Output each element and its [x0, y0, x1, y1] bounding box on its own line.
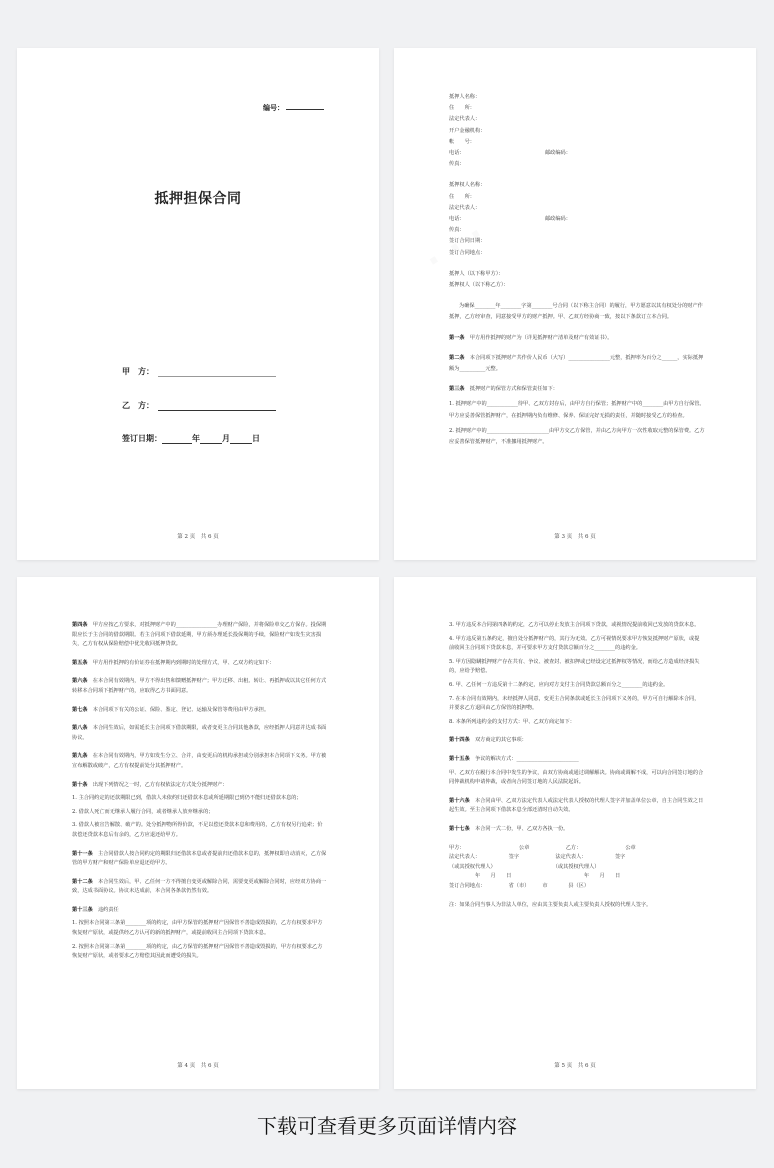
contract-number-field	[263, 103, 324, 113]
page-footer: 第 5 页 共 6 页	[554, 1063, 596, 1069]
day-blank	[230, 435, 252, 444]
info-line: 抵押人（以下称甲方）：	[449, 270, 504, 277]
clause-item: 4. 甲方违反第五条约定，擅自处分抵押财产的，其行为无效。乙方可视情况要求甲方恢复抵押财产原状，或提前收回主合同项下贷款本息，并可要求甲方支付贷款总额百分之________的违约金。	[449, 635, 700, 652]
info-line: 抵押权人名称：	[449, 182, 486, 189]
signature-line: 甲方： 公章 乙方： 公章	[449, 844, 636, 851]
party-a-row	[122, 366, 276, 377]
clause-paragraph: 第十七条 本合同一式二份，甲、乙双方各执一份。	[449, 825, 569, 832]
clause-paragraph: 为确保________年________字第________号合同（以下称主合同）的履行，甲方愿意以其有权处分的财产作抵押，乙方经审查，同意接受甲方的财产抵押。甲、乙双方经协商一致，按以下条款订立本合同。	[449, 303, 703, 321]
clause-item: 6. 甲、乙任何一方违反第十二条约定，应向对方支付主合同贷款总额百分之________的违约金。	[449, 681, 669, 688]
signature-block	[449, 844, 704, 892]
clause-item: 1. 主合同约定的还款期限已到，借款人未依约归还借款本息或所延期限已到仍不能归还借款本息的；	[72, 795, 302, 802]
clause-paragraph: 第十五条 争议的解决方式：________________________	[449, 755, 579, 762]
clause-paragraph: 第九条 在本合同有效期内，甲方如发生分立、合并，由变更后的机构承担或分别承担本合同项下义务。甲方被宣布解散或破产，乙方有权提前处分其抵押财产。	[72, 753, 327, 769]
info-line: 法定代表人：	[449, 116, 481, 123]
clause-item: 7. 在本合同有效期内，未经抵押人同意，变更主合同条款或延长主合同项下义务的，甲方可自行解除本合同，并要求乙方退回由乙方保管的抵押物。	[449, 695, 700, 712]
page-footer: 第 4 页 共 6 页	[177, 1063, 219, 1069]
month-label: 月	[222, 434, 230, 443]
info-line: 抵押权人（以下称乙方）：	[449, 282, 509, 289]
party-info-block	[449, 92, 706, 291]
contract-cover-page	[17, 48, 379, 560]
contract-page-5	[394, 577, 756, 1089]
year-label: 年	[192, 434, 200, 443]
clause-item: 2. 按照本合同第三条第________项的约定，由乙方保管的抵押财产因保管不善造成毁损的，甲方有权要求乙方恢复财产原状，或者要求乙方赔偿其因此而遭受的损失。	[72, 943, 323, 960]
page-body	[449, 92, 706, 452]
info-line: 法定代表人：	[449, 204, 481, 211]
party-b-label: 乙 方：	[122, 401, 154, 410]
clause-paragraph: 第七条 本合同项下有关的公证、保险、鉴定、登记、运输及保管等费用由甲方承担。	[72, 706, 270, 713]
clause-item: 1. 按照本合同第三条第________项的约定，由甲方保管的抵押财产因保管不善造成毁损的，乙方有权要求甲方恢复财产原状，或提供经乙方认可的新的抵押财产，或提前收回主合同项下贷款本息。	[72, 920, 323, 937]
clause-paragraph: 第十二条 本合同生效后，甲、乙任何一方不得擅自变更或解除合同，需要变更或解除合同时，应经双方协商一致，达成书面协议。协议未达成前，本合同各条款仍然有效。	[72, 878, 327, 895]
info-line: 传真：	[449, 161, 465, 168]
party-a-label: 甲 方：	[122, 367, 154, 376]
clause-item: 5. 甲方因隐瞒抵押财产存在共有、争议、被查封、被扣押或已经设定过抵押权等情况，而给乙方造成经济损失的，应给予赔偿。	[449, 658, 700, 675]
download-prompt-caption: 下载可查看更多页面详情内容	[257, 1114, 517, 1138]
signature-line: （或其授权代理人） （或其授权代理人）	[449, 863, 600, 870]
party-a-blank	[158, 368, 276, 377]
sign-date-row	[122, 433, 260, 444]
clause-paragraph: 2. 抵押财产中的________________________由甲方交乙方保管，并由乙方向甲方一次性收取元整的保管费。乙方应妥善保管抵押财产，不准挪用抵押财产。	[449, 427, 705, 446]
clause-paragraph: 第十一条 主合同借款人按合同约定的期限归还借款本息或者提前归还借款本息的，抵押权即自动消灭，乙方保管的甲方财产和财产保险单应退还给甲方。	[72, 850, 327, 867]
info-line: 住 所：	[449, 193, 475, 200]
info-line: 帐 号：	[449, 138, 475, 145]
clause-paragraph: 第一条 甲方用作抵押的财产为（详见抵押财产清单及财产有效证书）。	[449, 334, 613, 341]
page-footer: 第 2 页 共 6 页	[177, 534, 219, 540]
clause-paragraph: 第十四条 双方商定的其它事项：	[449, 737, 527, 744]
year-blank	[162, 435, 192, 444]
info-line: 传真：	[449, 227, 465, 234]
info-line: 电话： 邮政编码：	[449, 150, 571, 157]
clause-paragraph: 1. 抵押财产中的____________待甲、乙双方封存后，由甲方自行保管；抵押财产中的________由甲方自行保管。甲方应妥善保管抵押财产，在抵押期内负有维修、保养、保证完好无损的责任，并随时接受乙方的检查。	[449, 401, 705, 419]
contract-page-4	[17, 577, 379, 1089]
footnote: 注：如果合同当事人为非法人单位，应由其主要负责人或主要负责人授权的代理人签字。	[449, 902, 652, 909]
day-label: 日	[252, 434, 260, 443]
clause-item: 3. 甲方违反本合同第四条的约定，乙方可以停止发放主合同项下贷款，或视情况提前收回已发放的贷款本息。	[449, 622, 700, 628]
clause-item: 2. 借款人死亡而无继承人履行合同，或者继承人放弃继承的；	[72, 808, 214, 815]
party-b-row	[122, 400, 276, 411]
info-line: 开户金融机构：	[449, 127, 486, 134]
clause-paragraph: 甲、乙双方在履行本合同中发生的争议，由双方协商或通过调解解决。协商或调解不成，可以向合同签订地的合同仲裁机构申请仲裁，或者向合同签订地的人民法院起诉。	[449, 769, 704, 786]
clause-paragraph: 第六条 在本合同有效期内，甲方不得出售和馈赠抵押财产；甲方迁移、出租、转让、再抵押或以其它任何方式转移本合同项下抵押财产的，应取得乙方书面同意。	[72, 678, 327, 694]
signature-line: 法定代表人： 签字 法定代表人： 签字	[449, 854, 626, 861]
page-body	[72, 621, 327, 966]
clause-paragraph: 第二条 本合同项下抵押财产共作价人民币（大写）________________元整，抵押率为百分之______，实际抵押额为__________元整。	[449, 354, 704, 373]
clause-item: 8. 本条所列违约金的支付方式：甲、乙双方商定如下：	[449, 718, 575, 725]
page-body	[449, 621, 704, 915]
sign-date-label: 签订日期：	[122, 434, 162, 443]
page-footer: 第 3 页 共 6 页	[554, 534, 596, 540]
clause-paragraph: 第十三条 违约责任	[72, 906, 119, 913]
contract-number-blank	[286, 109, 324, 110]
info-line: 住 所：	[449, 105, 475, 112]
info-line: 抵押人名称：	[449, 94, 481, 100]
clause-paragraph: 第五条 甲方用作抵押的有价证券在抵押期内到期时的处理方式，甲、乙双方约定如下：	[72, 659, 275, 666]
spacer	[449, 259, 706, 269]
clause-paragraph: 第十条 出现下列情况之一时，乙方有权依法定方式处分抵押财产：	[72, 781, 228, 788]
info-line: 电话： 邮政编码：	[449, 216, 571, 223]
clause-paragraph: 第十六条 本合同由甲、乙双方法定代表人或法定代表人授权的代理人签字并加盖单位公章，自主合同生效之日起生效。至主合同项下借款本息全部还清时自动失效。	[449, 797, 704, 814]
signature-line: 签订合同地点： 省（市） 市 县（区）	[449, 882, 590, 889]
info-line: 签订合同地点：	[449, 249, 486, 256]
info-line: 签订合同日期：	[449, 238, 486, 245]
clause-paragraph: 第三条 抵押财产的保管方式和保管责任如下：	[449, 386, 558, 393]
clause-item: 3. 借款人被宣告解散、破产的。处分抵押物所得价款，不足以偿还贷款本息和费用的，乙方有权另行追索；价款偿还贷款本息后有余的，乙方应退还给甲方。	[72, 822, 323, 838]
contract-page-3	[394, 48, 756, 560]
document-title: 抵押担保合同	[154, 191, 242, 207]
clause-paragraph: 第八条 本合同生效后，如需延长主合同项下借款期限，或者变更主合同其他条款，应经抵押人同意并达成书面协议。	[72, 725, 327, 741]
contract-number-label: 编号：	[263, 104, 284, 112]
spacer	[449, 170, 706, 180]
party-b-blank	[158, 402, 276, 411]
clause-paragraph: 第四条 甲方应按乙方要求，对抵押财产中的________________办理财产保险，并将保险单交乙方保存。投保期限应长于主合同的借款期限。若主合同项下借款延期，甲方须办理延长投保期的手续，保险财产如发生灾害损失，乙方有权从保险赔偿中优先收回抵押贷款。	[72, 622, 327, 648]
signature-line: 年 月 日 年 月 日	[449, 873, 621, 880]
month-blank	[200, 435, 222, 444]
